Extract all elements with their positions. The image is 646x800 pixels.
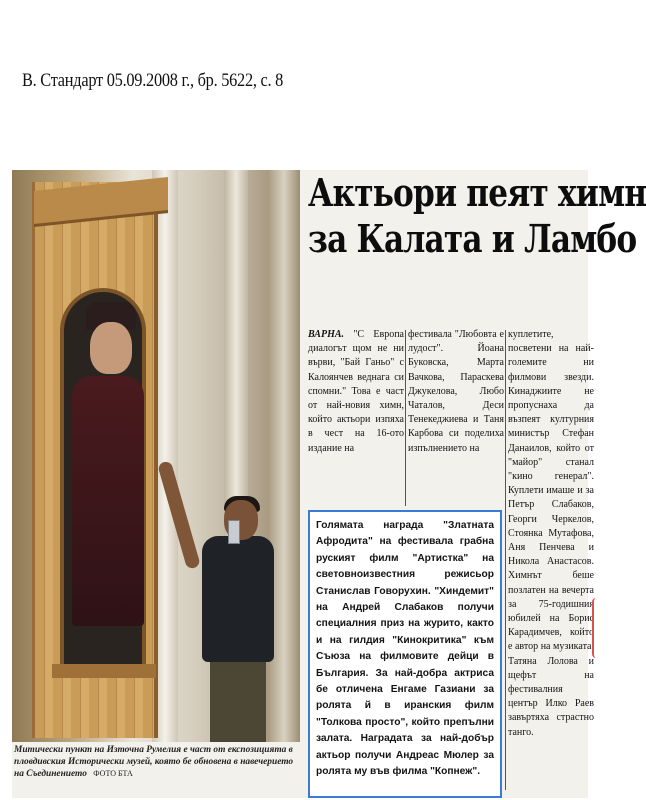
article-body	[12, 170, 646, 798]
handwritten-mark	[592, 598, 600, 658]
column-rule	[405, 330, 406, 506]
source-citation: В. Стандарт 05.09.2008 г., бр. 5622, с. 8	[22, 70, 284, 91]
text-column-2	[408, 328, 504, 504]
photo-credit: ФОТО БТА	[93, 769, 133, 778]
column-rule	[505, 330, 506, 790]
caption-text: Митически пункт на Източна Румелия е част от експозицията в пловдивския Исторически музей, която бе обновена в навечерието на Съединението	[14, 745, 294, 779]
column-3-text: куплетите, посветени на най-големите ни филмови звезди. Кинаджиите не пропуснаха да възпеят културния министър Стефан Данаилов, който от "майор" станал "кино генерал". Куплети имаше и за Петър Слабаков, Георги Черкелов, Стоянка Мутафова, Аня Пенчева и Никола Анастасов. Химнът беше позлатен на вечерта за 75-годишния юбилей на Борис Карадимчев, който е автор на музиката. Татяна Лолова и щефът на фестивалния център Илко Раев завъртяха страстно танго.	[508, 329, 594, 738]
awards-box	[308, 510, 502, 798]
text-column-1	[308, 328, 404, 504]
dateline: ВАРНА.	[308, 329, 345, 340]
headline-line-2: за Калата и Ламбо	[308, 216, 637, 261]
column-1-text: "С Европа диалогът щом не ни върви, "Бай Ганьо" с Калоянчев веднага си спомни." Това е част от най-новия химн, който актьори изпяха в чест на 16-ото издание на	[308, 329, 404, 454]
headline-line-1: Актьори пеят химн	[308, 170, 646, 215]
text-column-3	[508, 328, 594, 798]
column-2-text: фестивала "Любовта е лудост". Йоана Буковска, Марта Вачкова, Параскева Джукелова, Любо Чаталов, Деси Тенекеджиева и Таня Карбова си поделиха изпълнението на	[408, 329, 504, 454]
awards-text: Голямата награда "Златната Афродита" на фестивала грабна руският филм "Артистка" на световноизвестния режисьор Станислав Говорухин. "Хиндемит" на Андрей Слабаков получи специалния приз на журито, както и на гилдия "Кинокритика" към Съюза на филмовите дейци в България. За най-добра актриса бе отличена Енгаме Газиани за ролята й в иранския филм "Толкова просто", който препълни залата. Наградата за най-добър актьор получи Андреас Мюлер за ролята му във филма "Копнеж".	[316, 520, 494, 778]
